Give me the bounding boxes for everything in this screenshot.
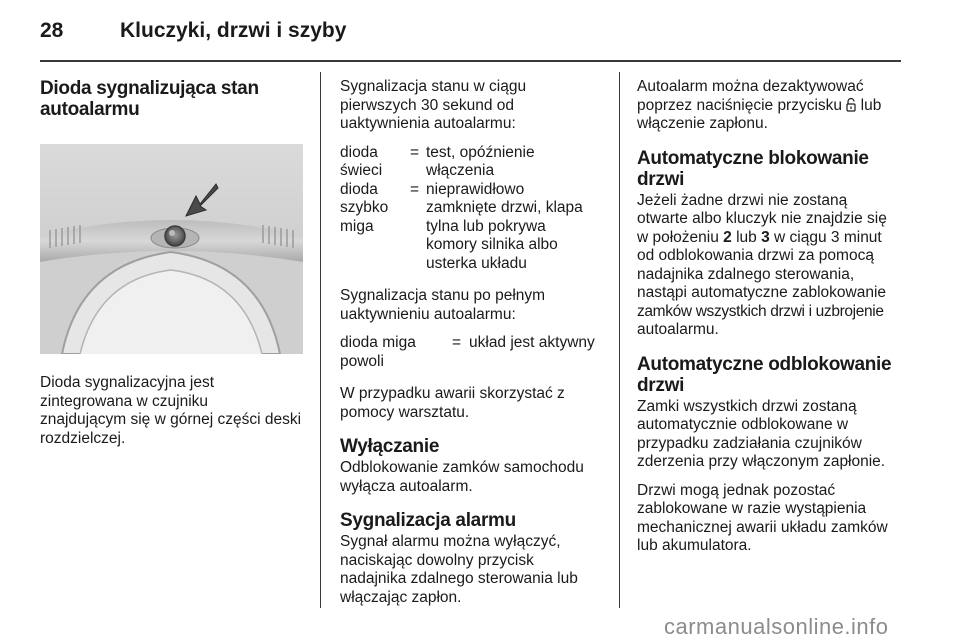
- column-2: [340, 78, 612, 617]
- section-heading-off: Wyłączanie: [340, 436, 440, 457]
- definition-led-slow-blink: [340, 334, 612, 371]
- column-3: [637, 78, 909, 566]
- section-heading-auto-lock: Automatyczne blokowanie drzwi: [637, 147, 869, 190]
- definition-description: nieprawidłowo zamknięte drzwi, klapa tylna lub pokrywa komory silnika albo usterka układu: [426, 180, 583, 272]
- column-divider-1: [320, 72, 321, 608]
- off-paragraph: Odblokowanie zamków samochodu wyłącza autoalarm.: [340, 459, 584, 495]
- column-1: [40, 78, 312, 448]
- intro-paragraph: Sygnalizacja stanu w ciągu pierwszych 30 sekund od uaktywnienia autoalarmu:: [340, 78, 527, 132]
- definition-equals: =: [452, 334, 462, 351]
- auto-lock-paragraph: Jeżeli żadne drzwi nie zostaną otwarte albo kluczyk nie znajdzie się w położeniu 2 lub 3 w ciągu 3 minut od odblokowania drzwi za pomocą nadajnika zdalnego sterowania, nastąpi automatyczne zablokowanie zamków wszystkich drzwi i uzbrojenie autoalarmu.: [637, 191, 887, 338]
- definition-description: układ jest aktywny: [469, 334, 595, 351]
- watermark: carmanualsonline.info: [664, 614, 889, 639]
- definition-equals: =: [410, 143, 420, 161]
- definition-led-on: [340, 144, 612, 181]
- key-position-3: 3: [761, 228, 770, 246]
- definition-term: dioda miga powoli: [340, 334, 416, 370]
- alarm-paragraph: Sygnał alarmu można wyłączyć, naciskając dowolny przycisk nadajnika zdalnego sterowania lub włączając zapłon.: [340, 533, 578, 606]
- section-heading-alarm-led: Dioda sygnalizująca stan autoalarmu: [40, 78, 259, 120]
- page-title: Kluczyki, drzwi i szyby: [120, 19, 347, 42]
- section-heading-alarm: Sygnalizacja alarmu: [340, 510, 516, 531]
- page-number: 28: [40, 19, 64, 42]
- deactivate-paragraph: Autoalarm można dezaktywować poprzez naciśnięcie przycisku lub włączenie zapłonu.: [637, 78, 882, 132]
- key-position-2: 2: [723, 228, 732, 246]
- remain-locked-paragraph: Drzwi mogą jednak pozostać zablokowane w razie wystąpienia mechanicznej awarii układu zamków lub akumulatora.: [637, 481, 888, 554]
- unlock-icon: [846, 98, 856, 112]
- definition-term: dioda szybko miga: [340, 180, 389, 235]
- header-rule: [40, 60, 901, 62]
- definition-equals: =: [410, 180, 420, 198]
- alarm-led-photo: [40, 144, 303, 354]
- definition-term: dioda świeci: [340, 143, 383, 179]
- section-heading-auto-unlock: Automatyczne odblokowanie drzwi: [637, 353, 892, 396]
- photo-caption: Dioda sygnalizacyjna jest zintegrowana w czujniku znajdującym się w górnej części deski rozdzielczej.: [40, 374, 302, 447]
- after-activation-paragraph: Sygnalizacja stanu po pełnym uaktywnieniu autoalarmu:: [340, 287, 546, 323]
- definition-led-fast-blink: [340, 181, 612, 274]
- failure-paragraph: W przypadku awarii skorzystać z pomocy warsztatu.: [340, 385, 565, 421]
- auto-unlock-paragraph: Zamki wszystkich drzwi zostaną automatycznie odblokowane w przypadku zadziałania czujników zderzenia przy włączonym zapłonie.: [637, 397, 886, 470]
- definition-description: test, opóźnienie włączenia: [426, 143, 535, 179]
- column-divider-2: [619, 72, 620, 608]
